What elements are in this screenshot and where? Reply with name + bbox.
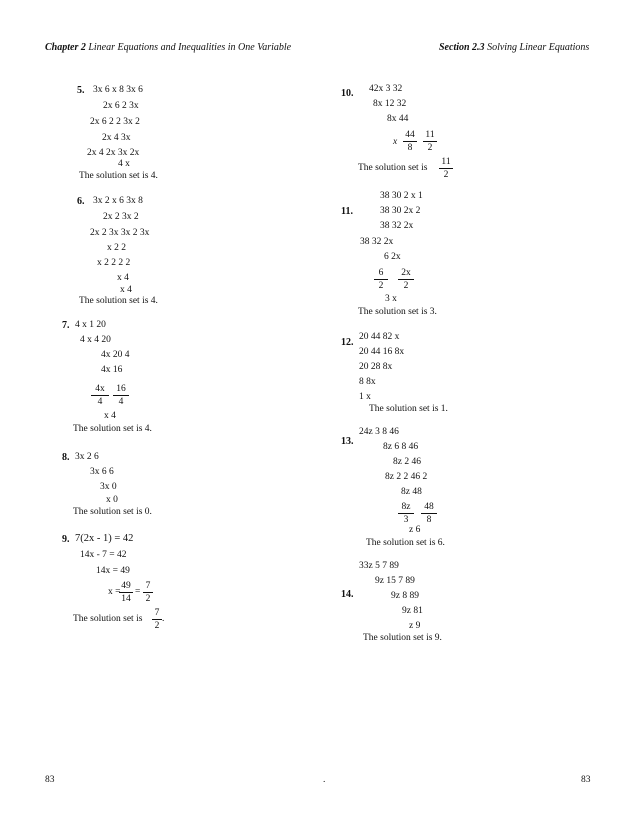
numerator: 11 (425, 130, 435, 140)
equation-line: 4 x 1 20 (75, 320, 106, 330)
equation-line: 7(2x - 1) = 42 (75, 533, 134, 544)
equation-line: 8z 2 2 46 2 (385, 472, 428, 482)
solution-text: The solution set is 6. (366, 538, 445, 548)
page-number-right: 83 (581, 775, 591, 785)
solution-text: The solution set is (73, 614, 143, 624)
fraction (152, 608, 165, 631)
numerator: 11 (441, 157, 451, 167)
equation-line: 3x 6 x 8 3x 6 (93, 85, 143, 95)
denominator: 8 (426, 515, 432, 525)
denominator: 2 (378, 281, 384, 291)
equation-line: 14x = 49 (96, 566, 130, 576)
fraction-bar (398, 279, 414, 280)
problem-number: 8. (62, 452, 70, 463)
numerator: 4x (95, 384, 105, 394)
chapter-header (45, 42, 291, 53)
fraction-bar (403, 141, 417, 142)
equation-line: x 2 2 2 2 (97, 258, 131, 268)
equation-line: 1 x (359, 392, 371, 402)
fraction (143, 581, 153, 604)
equation-line: x = (108, 587, 121, 597)
equation-line: 38 30 2 x 1 (380, 191, 423, 201)
equation-line: z 6 (409, 525, 421, 535)
denominator: 14 (121, 594, 131, 604)
equation-line: 3x 0 (100, 482, 117, 492)
equation-line: 8z 48 (401, 487, 422, 497)
equation-line: 8z 6 8 46 (383, 442, 419, 452)
numerator: 48 (424, 502, 434, 512)
equation-line: 9z 81 (402, 606, 423, 616)
equation-line: x 4 (120, 285, 132, 295)
equation-line: 3x 6 6 (90, 467, 114, 477)
section-header (439, 42, 589, 53)
equation-line: z 9 (409, 621, 421, 631)
denominator: 2 (154, 621, 160, 631)
page-number-left: 83 (45, 775, 55, 785)
equation-line: 3x 2 x 6 3x 8 (93, 196, 143, 206)
denominator: 4 (97, 397, 103, 407)
denominator: 4 (118, 397, 124, 407)
numerator: 7 (154, 608, 160, 618)
fraction (91, 384, 109, 407)
problem-number: 6. (77, 196, 85, 207)
solution-text: The solution set is 3. (358, 307, 437, 317)
equation-line: 8z 2 46 (393, 457, 421, 467)
equation-line: 20 28 8x (359, 362, 393, 372)
equation-line: 2x 2 3x 3x 2 3x (90, 228, 150, 238)
numerator: 2x (401, 268, 411, 278)
equation-line: 20 44 82 x (359, 332, 400, 342)
equation-line: 38 30 2x 2 (380, 206, 421, 216)
problem-number: 13. (341, 436, 354, 447)
fraction-bar (119, 592, 133, 593)
equation-line: x 4 (117, 273, 129, 283)
solution-text: The solution set is 9. (363, 633, 442, 643)
fraction (403, 130, 417, 153)
fraction-bar (423, 141, 437, 142)
equation-line: 24z 3 8 46 (359, 427, 399, 437)
equation-line: 4x 16 (101, 365, 123, 375)
period: . (162, 614, 165, 624)
solution-text: The solution set is 4. (79, 296, 158, 306)
fraction (119, 581, 133, 604)
equation-line: x (393, 137, 398, 147)
equation-line: 42x 3 32 (369, 84, 403, 94)
problem-number: 9. (62, 534, 70, 545)
numerator: 16 (116, 384, 126, 394)
fraction-bar (398, 513, 414, 514)
solution-text: The solution set is (358, 163, 428, 173)
equation-line: 8x 44 (387, 114, 409, 124)
fraction (398, 268, 414, 291)
solution-text: The solution set is 4. (79, 171, 158, 181)
fraction (113, 384, 129, 407)
denominator: 2 (145, 594, 151, 604)
equation-line: 2x 4 3x (102, 133, 131, 143)
fraction (423, 130, 437, 153)
problem-number: 12. (341, 337, 354, 348)
fraction (439, 157, 453, 180)
equation-line: x 2 2 (107, 243, 126, 253)
denominator: 2 (427, 143, 433, 153)
equation-line: x 4 (104, 411, 116, 421)
equation-line: 3 x (385, 294, 397, 304)
solution-text: The solution set is 1. (369, 404, 448, 414)
equation-line: 20 44 16 8x (359, 347, 405, 357)
equation-line: 2x 4 2x 3x 2x (87, 148, 140, 158)
fraction (421, 502, 437, 525)
equation-line: 2x 6 2 3x (103, 101, 139, 111)
solution-text: The solution set is 4. (73, 424, 152, 434)
equals-sign: = (135, 587, 141, 597)
denominator: 8 (407, 143, 413, 153)
fraction-bar (374, 279, 388, 280)
fraction-bar (152, 619, 162, 620)
problem-number: 11. (341, 206, 353, 217)
solution-text: The solution set is 0. (73, 507, 152, 517)
denominator: 2 (403, 281, 409, 291)
section-label: Section 2.3 (439, 42, 485, 53)
equation-line: 4x 20 4 (101, 350, 130, 360)
fraction-bar (91, 395, 109, 396)
fraction (398, 502, 414, 525)
equation-line: 4 x 4 20 (80, 335, 111, 345)
fraction-bar (421, 513, 437, 514)
equation-line: 8 8x (359, 377, 376, 387)
equation-line: 2x 6 2 2 3x 2 (90, 117, 140, 127)
equation-line: 9z 15 7 89 (375, 576, 415, 586)
equation-line: x 0 (106, 495, 118, 505)
equation-line: 38 32 2x (360, 237, 394, 247)
numerator: 49 (121, 581, 131, 591)
numerator: 6 (378, 268, 384, 278)
problem-number: 10. (341, 88, 354, 99)
denominator: 2 (443, 170, 449, 180)
fraction (374, 268, 388, 291)
equation-line: 4 x (118, 159, 130, 169)
equation-line: 2x 2 3x 2 (103, 212, 139, 222)
equation-line: 14x - 7 = 42 (80, 550, 127, 560)
equation-line: 3x 2 6 (75, 452, 99, 462)
section-title: Solving Linear Equations (487, 42, 590, 53)
equation-line: 8x 12 32 (373, 99, 407, 109)
problem-number: 5. (77, 85, 85, 96)
problem-number: 14. (341, 589, 354, 600)
equation-line: 33z 5 7 89 (359, 561, 399, 571)
problem-number: 7. (62, 320, 70, 331)
equation-line: 9z 8 89 (391, 591, 419, 601)
footer-dot: . (323, 775, 326, 785)
numerator: 44 (405, 130, 415, 140)
denominator: 3 (403, 515, 409, 525)
fraction-bar (143, 592, 153, 593)
chapter-title: Linear Equations and Inequalities in One Variable (88, 42, 292, 53)
equation-line: 6 2x (384, 252, 401, 262)
numerator: 8z (401, 502, 411, 512)
numerator: 7 (145, 581, 151, 591)
chapter-label: Chapter 2 (45, 42, 86, 53)
fraction-bar (439, 168, 453, 169)
fraction-bar (113, 395, 129, 396)
equation-line: 38 32 2x (380, 221, 414, 231)
